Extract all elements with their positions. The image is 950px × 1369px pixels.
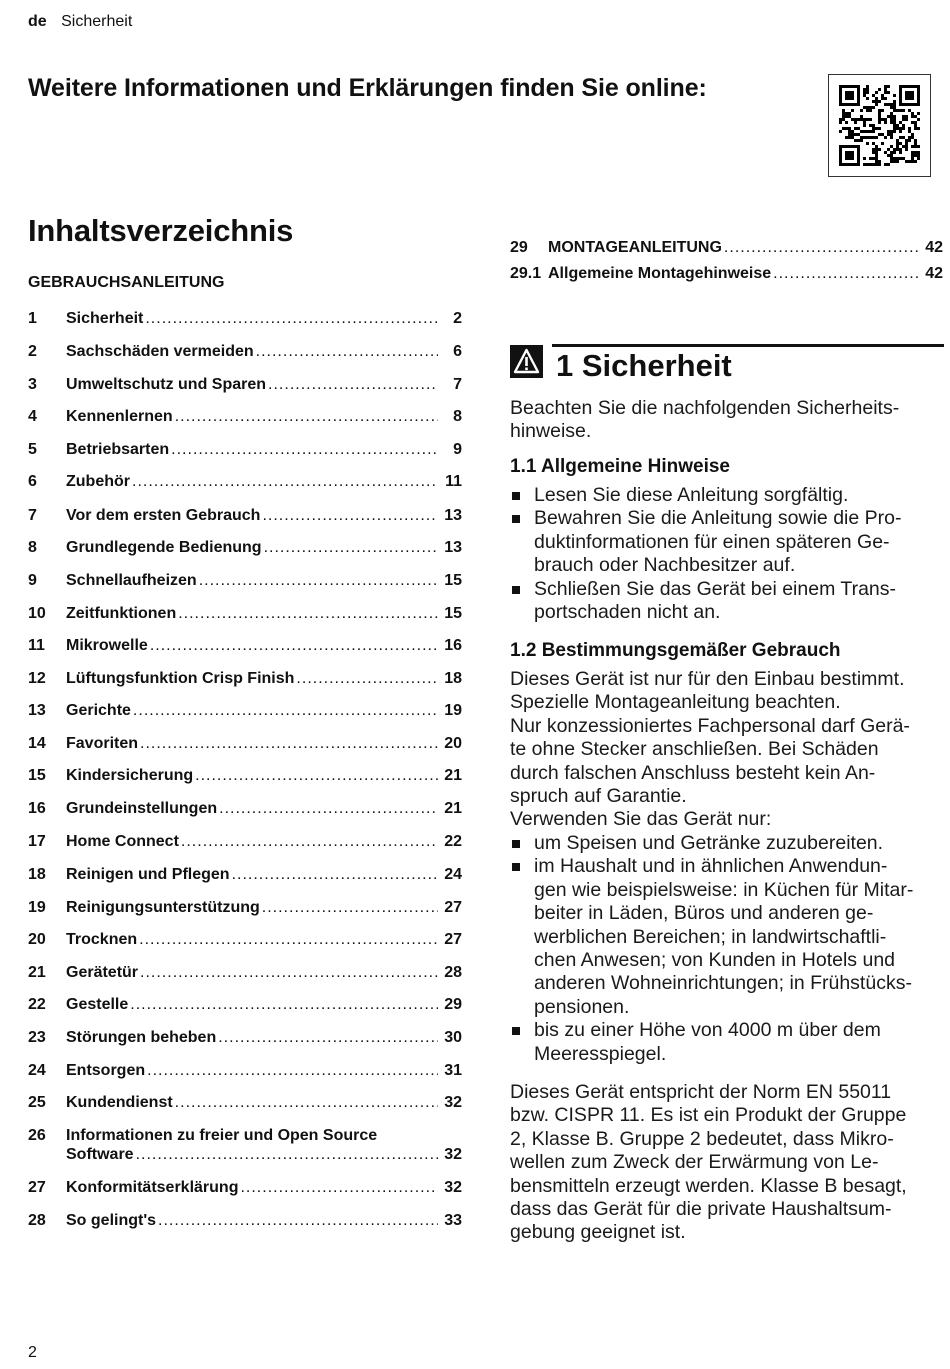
toc-entry-title: MONTAGEANLEITUNG [548,239,722,256]
toc-entry-title: Vor dem ersten Gebrauch [66,507,261,524]
toc-entry-page: 13 [444,507,462,524]
bullet-square-icon [512,586,520,594]
toc-entry-page: 15 [444,572,462,589]
toc-entry-title: Zubehör [66,473,130,490]
running-header [28,13,132,31]
toc-entry-title: Home Connect [66,833,179,850]
list-item-line: im Haushalt und in ähnlichen Anwendun- [534,855,888,878]
list-item-line: bis zu einer Höhe von 4000 m über dem [534,1019,881,1042]
toc-leader-dots [139,930,438,949]
bullet-square-icon [512,492,520,500]
toc-leader-dots [181,832,438,851]
qr-code[interactable] [828,74,931,177]
toc-entry-title: Kundendienst [66,1094,173,1111]
toc-entry-number: 15 [28,767,46,784]
toc-entry-page: 7 [453,376,462,393]
toc-entry-title: Software [66,1146,134,1163]
toc-entry-page: 32 [444,1146,462,1163]
list-item-line: beiter in Läden, Büros und anderen ge- [534,902,874,925]
toc-entry-page: 33 [444,1212,462,1229]
toc-leader-dots [145,309,438,328]
toc-leader-dots [175,407,438,426]
toc-entry-title: Reinigen und Pflegen [66,866,230,883]
toc-entry-number: 6 [28,473,37,490]
toc-entry-page: 18 [444,670,462,687]
list-item-line: Schließen Sie das Gerät bei einem Trans- [534,577,897,600]
paragraph-line: bensmitteln erzeugt werden. Klasse B besagt, [510,1174,907,1197]
toc-entry-title: Favoriten [66,735,139,752]
section-number: 1 [556,348,574,383]
online-info-title: Weitere Informationen und Erklärungen finden Sie online: [28,74,707,102]
toc-leader-dots [147,1061,438,1080]
paragraph-line: Dieses Gerät entspricht der Norm EN 55011 [510,1081,892,1103]
toc-entry-page: 30 [444,1029,462,1046]
toc-entry-number: 7 [28,507,37,524]
toc-entry-number: 14 [28,735,46,752]
toc-entry-title: Zeitfunktionen [66,605,177,622]
list-item-line: Meeresspiegel. [534,1042,667,1065]
intended-use-paragraph [510,668,910,832]
bullet-square-icon [512,1027,520,1035]
intro-line: Beachten Sie die nachfolgenden Sicherheits- [510,397,900,419]
list-item [510,484,942,507]
toc-entry-title: Sachschäden vermeiden [66,343,254,360]
section-heading-text: Sicherheit [581,348,732,383]
toc-leader-dots [130,995,438,1014]
toc-leader-dots [773,264,919,283]
toc-entry-title: So gelingt's [66,1212,157,1229]
toc-entry-page: 32 [444,1094,462,1111]
subsection-general: 1.1 Allgemeine Hinweise [510,456,730,477]
toc-entry-page: 32 [444,1179,462,1196]
toc-entry-title: Grundlegende Bedienung [66,539,262,556]
toc-entry-number: 26 [28,1127,46,1144]
toc-entry-page: 22 [444,833,462,850]
toc-entry-title: Kindersicherung [66,767,194,784]
toc-entry-title: Umweltschutz und Sparen [66,376,267,393]
toc-entry-page: 20 [444,735,462,752]
toc-entry-title: Schnellaufheizen [66,572,197,589]
toc-entry-title: Störungen beheben [66,1029,217,1046]
list-item [510,578,942,625]
toc-section-label: GEBRAUCHSANLEITUNG [28,274,225,291]
toc-entry-number: 22 [28,996,46,1013]
language-code: de [28,13,47,30]
toc-entry-page: 6 [453,343,462,360]
header-section: Sicherheit [61,13,133,30]
toc-entry-page: 8 [453,408,462,425]
paragraph-line: Verwenden Sie das Gerät nur: [510,808,772,831]
toc-leader-dots [724,238,919,257]
paragraph-line: durch falschen Anschluss besteht kein An- [510,761,876,784]
intended-use-list [510,832,942,1066]
paragraph-line: Dieses Gerät ist nur für den Einbau bestimmt. [510,668,905,690]
toc-entry-page: 28 [444,964,462,981]
toc-entry-number: 17 [28,833,46,850]
toc-entry-title: Sicherheit [66,310,144,327]
list-item [510,507,942,577]
toc-leader-dots [262,506,438,525]
toc-leader-dots [195,766,438,785]
toc-entry-page: 16 [444,637,462,654]
toc-entry-number: 28 [28,1212,46,1229]
toc-entry-title: Trocknen [66,931,138,948]
toc-leader-dots [132,472,438,491]
toc-leader-dots [150,636,438,655]
paragraph-line: te ohne Stecker anschließen. Bei Schäden [510,738,879,761]
toc-leader-dots [140,734,438,753]
toc-entry-page: 11 [445,473,462,490]
paragraph-line: Nur konzessioniertes Fachpersonal darf Gerä- [510,714,910,737]
section-rule [552,344,944,347]
warning-icon [510,345,543,378]
paragraph-line: wellen zum Zweck der Erwärmung von Le- [510,1151,879,1174]
toc-leader-dots [140,963,438,982]
toc-entry-title: Gerichte [66,702,131,719]
toc-entry-title: Betriebsarten [66,441,170,458]
toc-entry-number: 5 [28,441,37,458]
toc-entry-number: 3 [28,376,37,393]
toc-leader-dots [296,669,438,688]
toc-leader-dots [262,898,438,917]
toc-entry-number: 24 [28,1062,46,1079]
toc-entry-page: 29 [444,996,462,1013]
list-item-line: pensionen. [534,995,630,1018]
toc-leader-dots [240,1178,438,1197]
toc-entry-number: 8 [28,539,37,556]
toc-entry-title: Grundeinstellungen [66,800,218,817]
paragraph-line: bzw. CISPR 11. Es ist ein Produkt der Gruppe [510,1104,907,1127]
toc-leader-dots [136,1145,438,1164]
toc-entry-number: 12 [28,670,46,687]
general-notes-list [510,484,942,624]
intro-line: hinweise. [510,420,592,443]
toc-entry-number: 10 [28,605,46,622]
list-item-line: anderen Wohneinrichtungen; in Frühstücks- [534,972,912,995]
toc-entry-page: 27 [444,899,462,916]
toc-entry-title: Lüftungsfunktion Crisp Finish [66,670,295,687]
toc-entry-number: 29.1 [510,265,542,282]
toc-leader-dots [199,571,438,590]
toc-entry-number: 18 [28,866,46,883]
toc-entry-title: Allgemeine Montagehinweise [548,265,772,282]
toc-entry-page: 13 [444,539,462,556]
section-heading [556,348,732,384]
bullet-square-icon [512,515,520,523]
list-item-line: Bewahren Sie die Anleitung sowie die Pro- [534,507,902,530]
toc-entry-number: 4 [28,408,37,425]
page-number: 2 [28,1344,37,1361]
toc-entry-page: 31 [444,1062,462,1079]
toc-entry-number: 16 [28,800,46,817]
paragraph-line: spruch auf Garantie. [510,785,687,808]
qr-code-icon [839,85,920,166]
toc-entry-number: 2 [28,343,37,360]
toc-entry-number: 23 [28,1029,46,1046]
toc-entry-number: 27 [28,1179,46,1196]
toc-leader-dots [218,1028,438,1047]
list-item-line: duktinformationen für einen späteren Ge- [534,530,890,553]
toc-leader-dots [232,865,438,884]
toc-leader-dots [133,701,438,720]
toc-entry-title: Gestelle [66,996,129,1013]
toc-entry-page: 2 [453,310,462,327]
toc-entry-page: 19 [444,702,462,719]
toc-entry-title-line1: Informationen zu freier und Open Source [66,1127,378,1144]
paragraph-line: 2, Klasse B. Gruppe 2 bedeutet, dass Mikro- [510,1127,894,1150]
toc-entry-number: 9 [28,572,37,589]
paragraph-line: dass das Gerät für die private Haushaltsum- [510,1198,892,1221]
toc-entry-title: Entsorgen [66,1062,146,1079]
toc-entry-number: 13 [28,702,46,719]
list-item-line: werblichen Bereichen; in landwirtschaftli- [534,925,887,948]
list-item-line: gen wie beispielsweise: in Küchen für Mitar- [534,878,914,901]
toc-entry-number: 20 [28,931,46,948]
list-item [510,832,942,855]
intro-paragraph [510,397,899,444]
list-item [510,855,942,1019]
toc-entry-page: 24 [444,866,462,883]
toc-entry-page: 21 [444,767,462,784]
list-item [510,1019,942,1066]
toc-leader-dots [171,440,438,459]
list-item-line: Lesen Sie diese Anleitung sorgfältig. [534,484,849,506]
bullet-square-icon [512,863,520,871]
paragraph-line: Spezielle Montageanleitung beachten. [510,691,841,714]
toc-entry-page: 9 [453,441,462,458]
toc-leader-dots [264,538,438,557]
toc-leader-dots [256,342,438,361]
toc-entry-page: 27 [444,931,462,948]
toc-leader-dots [178,604,438,623]
list-item-line: um Speisen und Getränke zuzubereiten. [534,832,884,854]
toc-entry-title: Kennenlernen [66,408,173,425]
toc-leader-dots [175,1093,438,1112]
list-item-line: chen Anwesen; von Kunden in Hotels und [534,949,896,972]
toc-entry-title: Gerätetür [66,964,139,981]
toc-leader-dots [268,375,438,394]
toc-entry-page: 42 [925,265,943,282]
subsection-intended-use: 1.2 Bestimmungsgemäßer Gebrauch [510,640,841,661]
paragraph-line: gebung geeignet ist. [510,1221,686,1244]
toc-entry-page: 15 [444,605,462,622]
toc-leader-dots [158,1211,438,1230]
toc-entry-title: Konformitätserklärung [66,1179,239,1196]
toc-entry-title: Mikrowelle [66,637,148,654]
toc-entry-page: 21 [444,800,462,817]
list-item-line: portschaden nicht an. [534,601,721,624]
toc-entry-number: 21 [28,964,46,981]
bullet-square-icon [512,840,520,848]
toc-entry-number: 29 [510,239,528,256]
toc-entry-number: 25 [28,1094,46,1111]
toc-entry-number: 11 [28,637,45,654]
toc-title: Inhaltsverzeichnis [28,213,294,248]
toc-entry-page: 42 [925,239,943,256]
list-item-line: brauch oder Nachbesitzer auf. [534,554,796,577]
toc-entry-title: Reinigungsunterstützung [66,899,260,916]
norm-paragraph [510,1081,907,1245]
toc-entry-number: 19 [28,899,46,916]
toc-leader-dots [219,799,438,818]
toc-entry-number: 1 [28,310,37,327]
